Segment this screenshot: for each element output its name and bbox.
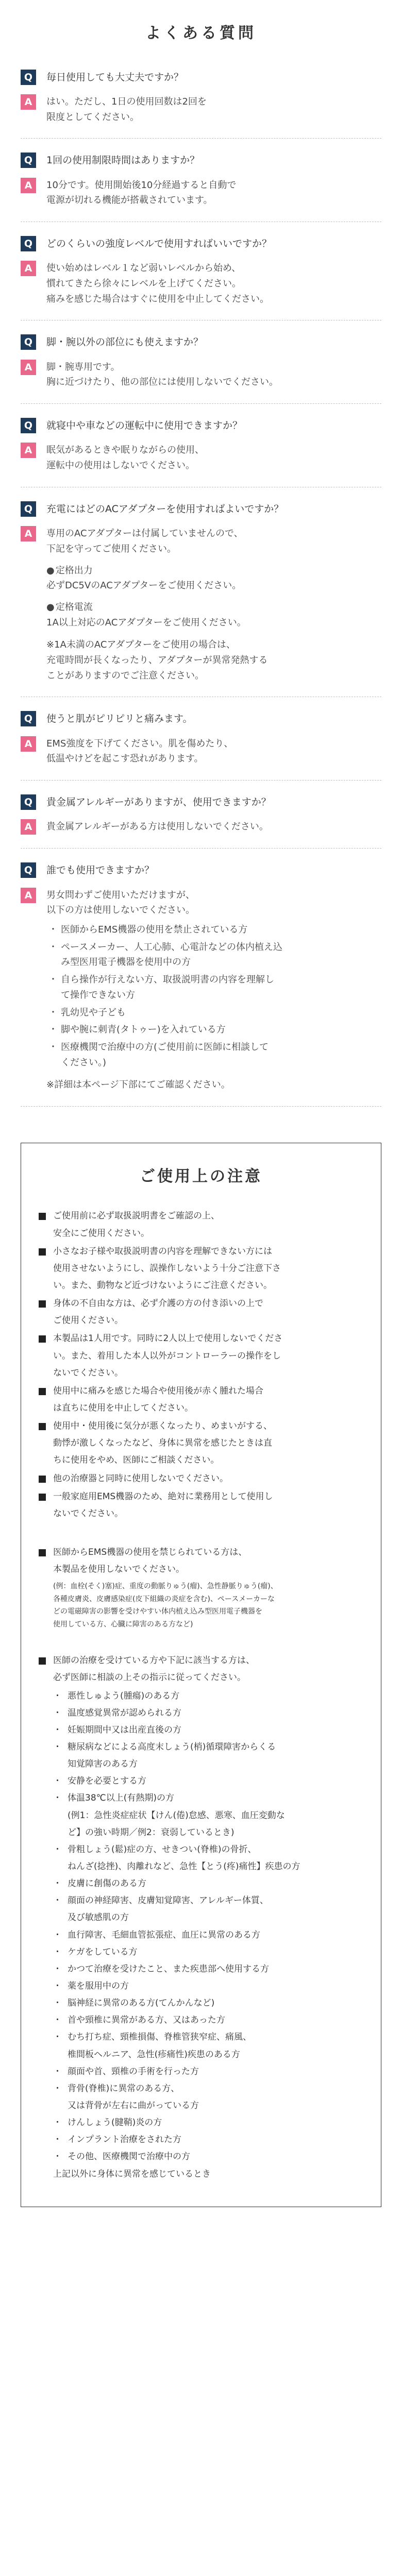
- caution-condition: ・ その他、医療機関で治療中の方: [53, 2148, 363, 2165]
- q-badge: Q: [21, 794, 36, 810]
- square-bullet-icon: [39, 1388, 46, 1395]
- question-text: 就寝中や車などの運転中に使用できますか？: [46, 420, 243, 432]
- square-bullet-icon: [39, 1213, 46, 1220]
- caution-group-doctor-prohibited: [39, 1544, 363, 1631]
- exclusion-item: ・ 医師からEMS機器の使用を禁止されている方: [46, 922, 282, 938]
- question-row: [21, 417, 381, 434]
- answer-body: [46, 887, 282, 1093]
- caution-text: 小さなお子様や取扱説明書の内容を理解できない方には 使用させないようにし、誤操作しないよう十分ご注意下さ い。また、動物など近づけないようにご注意ください。: [53, 1246, 281, 1291]
- caution-item: [39, 1330, 363, 1381]
- caution-item: [39, 1383, 363, 1417]
- caution-text: 他の治療器と同時に使用しないでください。: [53, 1473, 228, 1484]
- caution-box: [21, 1143, 381, 2207]
- a-badge: A: [21, 819, 36, 835]
- caution-group-tail: 上記以外に身体に異常を感じているとき: [53, 2168, 211, 2179]
- caution-condition: ・ 脳神経に異常のある方(てんかんなど): [53, 1995, 363, 2012]
- caution-item: [39, 1544, 363, 1631]
- caution-text: 身体の不自由な方は、必ず介護の方の付き添いの上で ご使用ください。: [53, 1298, 263, 1326]
- answer-row: [21, 887, 381, 1093]
- caution-condition: ・ 首や頸椎に異常がある方、又はあった方: [53, 2012, 363, 2029]
- question-text: 貴金属アレルギーがありますが、使用できますか？: [46, 796, 271, 808]
- caution-item: [39, 1470, 363, 1487]
- answer-body: [46, 442, 204, 473]
- exclusion-item: ・ ペースメーカー、人工心肺、心電計などの体内植え込 み型医用電子機器を使用中の方: [46, 940, 282, 970]
- q-badge: Q: [21, 236, 36, 251]
- caution-title: ご使用上の注意: [140, 1167, 262, 1185]
- caution-item: [39, 1488, 363, 1522]
- a-badge: A: [21, 526, 36, 541]
- answer-text: 貴金属アレルギーがある方は使用しないでください。: [46, 821, 269, 833]
- caution-condition: ・ 骨粗しょう(鬆)症の方、せきつい(脊椎)の骨折、 ねんざ(捻挫)、肉離れなど、急性【とう(疼)痛性】疾患の方: [53, 1841, 363, 1875]
- question-text: 脚・腕以外の部位にも使えますか？: [46, 336, 204, 348]
- question-row: [21, 501, 381, 517]
- faq-item: [21, 849, 381, 1107]
- caution-condition: ・ 皮膚に創傷のある方: [53, 1875, 363, 1892]
- q-badge: Q: [21, 70, 36, 85]
- a-badge: A: [21, 736, 36, 752]
- faq-item: [21, 139, 381, 222]
- a-badge: A: [21, 443, 36, 458]
- answer-text: はい。ただし、1日の使用回数は2回を 限度としてください。: [46, 96, 207, 123]
- caution-condition: ・ けんしょう(腱鞘)炎の方: [53, 2114, 363, 2131]
- caution-condition: ・ インプラント治療をされた方: [53, 2131, 363, 2148]
- caution-condition: ・ 薬を服用中の方: [53, 1978, 363, 1995]
- answer-row: [21, 94, 381, 125]
- faq-item: [21, 781, 381, 849]
- q-badge: Q: [21, 501, 36, 517]
- question-row: [21, 710, 381, 727]
- q-badge: Q: [21, 152, 36, 168]
- square-bullet-icon: [39, 1300, 46, 1308]
- a-badge: A: [21, 178, 36, 193]
- square-bullet-icon: [39, 1335, 46, 1343]
- caution-condition: ・ 血行障害、毛細血管拡張症、血圧に異常のある方: [53, 1927, 363, 1944]
- caution-item: [39, 1652, 363, 2182]
- answer-text: 脚・腕専用です。 胸に近づけたり、他の部位には使用しないでください。: [46, 361, 278, 388]
- square-bullet-icon: [39, 1657, 46, 1665]
- caution-group-example: (例：血栓(そく)塞)症、重度の動脈りゅう(瘤)、急性静脈りゅう(瘤)、 各種皮膚炎、皮膚感染症(皮下組織の炎症を含む)、ペースメーカーな どの電磁障害の影響を受けやすい体内植え込み型医用電子機器を 使用している方、心臓に障害のある方など): [53, 1582, 278, 1629]
- caution-text: 一般家庭用EMS機器のため、絶対に業務用として使用し ないでください。: [53, 1491, 273, 1519]
- caution-condition: ・ 安静を必要とする方: [53, 1773, 363, 1790]
- answer-text: 男女問わずご使用いただけますが、 以下の方は使用しないでください。: [46, 889, 195, 916]
- caution-condition: ・ 顔面や首、頸椎の手術を行った方: [53, 2063, 363, 2080]
- caution-condition: ・ 顔面の神経障害、皮膚知覚障害、アレルギー体質、 及び敏感肌の方: [53, 1892, 363, 1926]
- caution-condition: ・ 体温38℃以上(有熱期)の方 (例1：急性炎症症状【けん(倦)怠感、悪寒、血圧変動な ど】の強い時期／例2：衰弱しているとき): [53, 1790, 363, 1841]
- caution-group-lead: 医師の治療を受けている方や下記に該当する方は、 必ず医師に相談の上その指示に従ってください。: [53, 1655, 255, 1683]
- answer-row: [21, 359, 381, 390]
- caution-text: 使用中に痛みを感じた場合や使用後が赤く腫れた場合 は直ちに使用を中止してください。: [53, 1385, 263, 1414]
- answer-text: 眠気があるときや眠りながらの使用、 運転中の使用はしないでください。: [46, 445, 204, 471]
- answer-note: ※詳細は本ページ下部にてご確認ください。: [46, 1079, 230, 1091]
- question-text: どのくらいの強度レベルで使用すればいいですか？: [46, 238, 272, 249]
- answer-text: 10分です。使用開始後10分経過すると自動で 電源が切れる機能が搭載されています。: [46, 179, 237, 206]
- faq-item: [21, 67, 381, 139]
- answer-body: [46, 819, 269, 835]
- a-badge: A: [21, 888, 36, 903]
- question-text: 毎日使用しても大丈夫ですか？: [46, 71, 184, 83]
- spec-block: [46, 563, 267, 594]
- answer-note: ※1A未満のACアダプターをご使用の場合は、 充電時間が長くなったり、アダプターが異常発熱する ことがありますのでご注意ください。: [46, 639, 268, 681]
- question-row: [21, 235, 381, 252]
- answer-row: [21, 736, 381, 767]
- caution-items: [39, 1208, 363, 1522]
- question-row: [21, 334, 381, 350]
- answer-body: [46, 177, 236, 208]
- faq-item: [21, 487, 381, 698]
- faq-item: [21, 222, 381, 320]
- caution-text: 本製品は1人用です。同時に2人以上で使用しないでくださ い。また、着用した本人以外がコントローラーの操作をし ないでください。: [53, 1333, 283, 1378]
- answer-text: 専用のACアダプターは付属していませんので、 下記を守ってご使用ください。: [46, 528, 243, 554]
- answer-row: [21, 260, 381, 307]
- caution-condition: ・ ケガをしている方: [53, 1944, 363, 1961]
- square-bullet-icon: [39, 1549, 46, 1556]
- answer-row: [21, 177, 381, 208]
- caution-text: 使用中・使用後に気分が悪くなったり、めまいがする、 動悸が激しくなったなど、身体に異常を感じたときは直 ちに使用をやめ、医師にご相談ください。: [53, 1421, 272, 1466]
- answer-row: [21, 442, 381, 473]
- answer-row: [21, 819, 381, 835]
- caution-item: [39, 1243, 363, 1294]
- caution-group-lead: 医師からEMS機器の使用を禁じられている方は、 本製品を使用しないでください。: [53, 1547, 247, 1575]
- caution-condition: ・ 糖尿病などによる高度末しょう(梢)循環障害からくる 知覚障害のある方: [53, 1739, 363, 1773]
- faq-item: [21, 697, 381, 781]
- caution-condition: ・ かつて治療を受けたこと、また疾患部へ使用する方: [53, 1961, 363, 1978]
- spec-heading: ● 定格出力: [46, 563, 267, 579]
- exclusion-list: [46, 922, 282, 1070]
- question-text: 1回の使用制限時間はありますか？: [46, 155, 200, 166]
- exclusion-item: ・ 医療機関で治療中の方(ご使用前に医師に相談して ください。): [46, 1040, 282, 1070]
- question-row: [21, 69, 381, 86]
- caution-condition: ・ 背骨(脊椎)に異常のある方、 又は背骨が左右に曲がっている方: [53, 2080, 363, 2114]
- caution-text: ご使用前に必ず取扱説明書をご確認の上、 安全にご使用ください。: [53, 1211, 220, 1239]
- caution-item: [39, 1295, 363, 1329]
- question-text: 充電にはどのACアダプターを使用すればよいですか？: [46, 503, 284, 515]
- caution-condition: ・ 妊娠期間中又は出産直後の方: [53, 1722, 363, 1739]
- question-row: [21, 862, 381, 878]
- faq-title: よくある質問: [145, 24, 257, 42]
- exclusion-item: ・ 乳幼児や子ども: [46, 1005, 282, 1021]
- answer-body: [46, 526, 267, 683]
- q-badge: Q: [21, 862, 36, 878]
- answer-body: [46, 359, 278, 390]
- question-row: [21, 794, 381, 810]
- q-badge: Q: [21, 418, 36, 433]
- spec-text: 1A以上対応のACアダプターをご使用ください。: [46, 617, 246, 628]
- faq-item: [21, 320, 381, 404]
- a-badge: A: [21, 360, 36, 375]
- answer-body: [46, 736, 233, 767]
- answer-body: [46, 260, 269, 307]
- question-text: 誰でも使用できますか？: [46, 865, 155, 876]
- caution-condition: ・ むち打ち症、頸椎損傷、脊椎管狭窄症、痛風、 椎間板ヘルニア、急性(疹痛性)疾患のある方: [53, 2029, 363, 2063]
- answer-text: EMS強度を下げてください。肌を傷めたり、 低温やけどを起こす恐れがあります。: [46, 738, 233, 765]
- square-bullet-icon: [39, 1476, 46, 1483]
- caution-condition-list: [53, 1688, 363, 2166]
- question-text: 使うと肌がピリピリと痛みます。: [46, 713, 193, 725]
- caution-condition: ・ 温度感覚異常が認められる方: [53, 1705, 363, 1722]
- answer-row: [21, 526, 381, 683]
- square-bullet-icon: [39, 1494, 46, 1501]
- caution-group-under-treatment: [39, 1652, 363, 2182]
- faq-item: [21, 404, 381, 487]
- answer-body: [46, 94, 207, 125]
- answer-text: 使い始めはレベル１など弱いレベルから始め、 慣れてきたら徐々にレベルを上げてください。 痛みを感じた場合はすぐに使用を中止してください。: [46, 263, 269, 304]
- caution-condition: ・ 悪性しゅよう(腫瘍)のある方: [53, 1688, 363, 1705]
- spec-block: [46, 600, 267, 630]
- a-badge: A: [21, 261, 36, 276]
- a-badge: A: [21, 94, 36, 110]
- square-bullet-icon: [39, 1248, 46, 1256]
- spec-heading: ● 定格電流: [46, 600, 267, 615]
- question-row: [21, 152, 381, 168]
- caution-item: [39, 1208, 363, 1242]
- spec-text: 必ずDC5VのACアダプターをご使用ください。: [46, 580, 242, 591]
- exclusion-item: ・ 脚や腕に刺青(タトゥー)を入れている方: [46, 1022, 282, 1038]
- exclusion-item: ・ 自ら操作が行えない方、取扱説明書の内容を理解し て操作できない方: [46, 972, 282, 1003]
- q-badge: Q: [21, 711, 36, 726]
- faq-list: [21, 67, 381, 1107]
- caution-item: [39, 1418, 363, 1469]
- q-badge: Q: [21, 334, 36, 350]
- square-bullet-icon: [39, 1423, 46, 1430]
